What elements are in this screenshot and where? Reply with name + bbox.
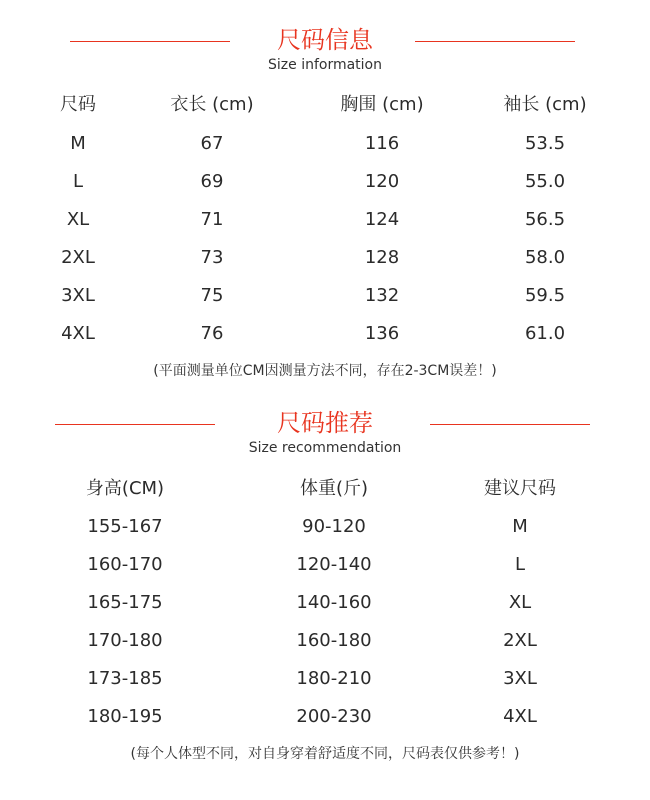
recommended-size-cell: 3XL (503, 668, 537, 689)
sleeve-cell: 59.5 (524, 285, 566, 306)
table-row (0, 704, 650, 730)
table-row (0, 169, 650, 195)
height-cell: 180-195 (87, 706, 163, 727)
chest-cell: 120 (364, 171, 400, 192)
length-cell: 71 (200, 209, 224, 230)
size-cell: 2XL (61, 247, 95, 268)
size-rec-subtitle: Size recommendation (248, 440, 402, 456)
table-row (0, 283, 650, 309)
header-weight: 体重(斤) (299, 478, 369, 499)
table-row (0, 245, 650, 271)
size-rec-header-row (0, 476, 650, 502)
recommended-size-cell: 4XL (503, 706, 537, 727)
size-rec-note: (每个人体型不同，对自身穿着舒适度不同，尺码表仅供参考！) (130, 746, 520, 762)
recommended-size-cell: 2XL (503, 630, 537, 651)
sleeve-cell: 61.0 (524, 323, 566, 344)
weight-cell: 120-140 (296, 554, 372, 575)
height-cell: 155-167 (87, 516, 163, 537)
size-rec-title: 尺码推荐 (277, 409, 373, 437)
height-cell: 160-170 (87, 554, 163, 575)
weight-cell: 200-230 (296, 706, 372, 727)
length-cell: 73 (200, 247, 224, 268)
size-cell: XL (66, 209, 90, 230)
table-row (0, 131, 650, 157)
size-info-subtitle: Size information (268, 57, 382, 73)
weight-cell: 160-180 (296, 630, 372, 651)
length-cell: 67 (200, 133, 224, 154)
header-height: 身高(CM) (85, 478, 165, 499)
chest-cell: 128 (364, 247, 400, 268)
size-cell: 4XL (61, 323, 95, 344)
length-cell: 76 (200, 323, 224, 344)
recommended-size-cell: XL (508, 592, 532, 613)
sleeve-cell: 55.0 (524, 171, 566, 192)
length-cell: 75 (200, 285, 224, 306)
chest-cell: 124 (364, 209, 400, 230)
chest-cell: 132 (364, 285, 400, 306)
length-cell: 69 (200, 171, 224, 192)
header-length: 衣长 (cm) (170, 94, 254, 115)
height-cell: 165-175 (87, 592, 163, 613)
weight-cell: 180-210 (296, 668, 372, 689)
chest-cell: 136 (364, 323, 400, 344)
table-row (0, 207, 650, 233)
sleeve-cell: 56.5 (524, 209, 566, 230)
recommended-size-cell: M (512, 516, 528, 537)
table-row (0, 514, 650, 540)
size-info-note: (平面测量单位CM因测量方法不同，存在2-3CM误差！) (153, 363, 497, 379)
size-cell: L (72, 171, 84, 192)
weight-cell: 140-160 (296, 592, 372, 613)
size-info-title: 尺码信息 (277, 26, 373, 54)
table-row (0, 552, 650, 578)
header-size: 尺码 (60, 94, 96, 115)
header-recommended-size: 建议尺码 (484, 478, 556, 499)
sleeve-cell: 53.5 (524, 133, 566, 154)
table-row (0, 628, 650, 654)
sleeve-cell: 58.0 (524, 247, 566, 268)
header-sleeve: 袖长 (cm) (503, 94, 587, 115)
table-row (0, 590, 650, 616)
recommended-size-cell: L (514, 554, 526, 575)
chest-cell: 116 (364, 133, 400, 154)
size-info-header-row (0, 92, 650, 118)
table-row (0, 666, 650, 692)
height-cell: 170-180 (87, 630, 163, 651)
header-chest: 胸围 (cm) (340, 94, 424, 115)
height-cell: 173-185 (87, 668, 163, 689)
table-row (0, 321, 650, 347)
weight-cell: 90-120 (302, 516, 366, 537)
size-cell: 3XL (61, 285, 95, 306)
size-cell: M (70, 133, 86, 154)
